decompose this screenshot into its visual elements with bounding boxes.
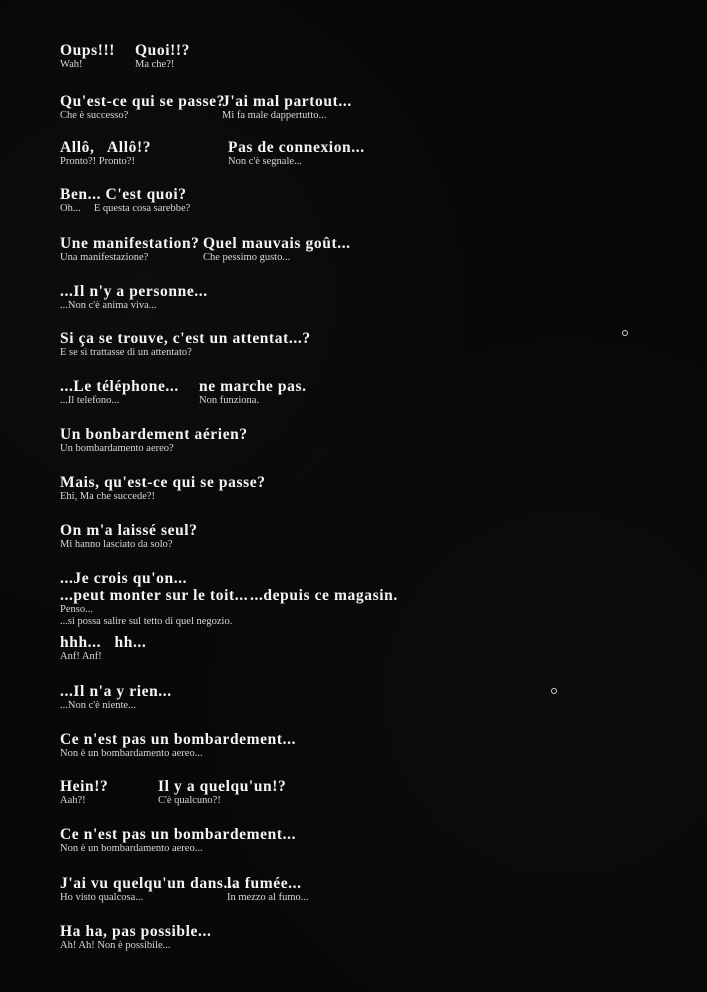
italian-line: Che pessimo gusto...	[203, 252, 291, 263]
french-line: Allô, Allô!?	[60, 139, 152, 156]
french-line: hhh... hh...	[60, 634, 147, 651]
dialogue-block	[158, 778, 286, 807]
dialogue-block	[250, 587, 398, 604]
dialogue-block	[60, 235, 200, 264]
french-line: ...Il n'y a personne...	[60, 283, 208, 300]
dialogue-block	[203, 235, 351, 264]
italian-line: C'è qualcuno?!	[158, 795, 221, 806]
french-line: Oups!!!	[60, 42, 116, 59]
dialogue-block	[60, 634, 146, 663]
french-line: Un bonbardement aérien?	[60, 426, 248, 443]
italian-line: In mezzo al fumo...	[227, 892, 309, 903]
dialogue-block	[60, 570, 248, 628]
italian-line: Mi fa male dappertutto...	[222, 110, 327, 121]
french-line: Quel mauvais goût...	[203, 235, 351, 252]
dialogue-block	[60, 139, 151, 168]
italian-line: Oh... E questa cosa sarebbe?	[60, 203, 191, 214]
italian-line: ...si possa salire sul tetto di quel negozio.	[60, 616, 233, 627]
french-line: Quoi!!?	[135, 42, 191, 59]
french-line: Ce n'est pas un bombardement...	[60, 826, 297, 843]
dialogue-block	[227, 875, 309, 904]
french-line: ...Il n'a y rien...	[60, 683, 172, 700]
italian-line: Ma che?!	[135, 59, 175, 70]
french-line: la fumée...	[227, 875, 302, 892]
french-line: Ben... C'est quoi?	[60, 186, 187, 203]
dialogue-block	[60, 378, 179, 407]
dialogue-block	[60, 474, 266, 503]
french-line: J'ai vu quelqu'un dans...	[60, 875, 237, 892]
french-line: Hein!?	[60, 778, 109, 795]
dialogue-block	[199, 378, 307, 407]
french-line: ...depuis ce magasin.	[250, 587, 398, 604]
italian-line: Wah!	[60, 59, 83, 70]
dialogue-block	[60, 330, 311, 359]
italian-line: Che è successo?	[60, 110, 129, 121]
italian-line: Ah! Ah! Non è possibile...	[60, 940, 171, 951]
italian-line: Anf! Anf!	[60, 651, 102, 662]
italian-line: Pronto?! Pronto?!	[60, 156, 135, 167]
italian-line: Non c'è segnale...	[228, 156, 302, 167]
dialogue-block	[60, 93, 225, 122]
italian-line: Penso...	[60, 604, 93, 615]
french-line: ...Le téléphone...	[60, 378, 179, 395]
italian-line: Ho visto qualcosa...	[60, 892, 144, 903]
italian-line: Non è un bombardamento aereo...	[60, 843, 203, 854]
dialogue-block	[60, 42, 115, 71]
french-line: Mais, qu'est-ce qui se passe?	[60, 474, 266, 491]
italian-line: Una manifestazione?	[60, 252, 149, 263]
italian-line: ...Il telefono...	[60, 395, 120, 406]
dialogue-block	[60, 186, 190, 215]
french-line: ...Je crois qu'on...	[60, 570, 188, 587]
dialogue-block	[60, 875, 237, 904]
dialogue-block	[60, 522, 198, 551]
dialogue-block	[60, 426, 248, 455]
italian-line: Un bombardamento aereo?	[60, 443, 174, 454]
italian-line: ...Non c'è niente...	[60, 700, 136, 711]
dialogue-block	[60, 283, 208, 312]
dialogue-block	[60, 826, 296, 855]
dialogue-block	[228, 139, 365, 168]
dialogue-block	[222, 93, 352, 122]
italian-line: Ehi, Ma che succede?!	[60, 491, 156, 502]
french-line: Qu'est-ce qui se passe?	[60, 93, 225, 110]
french-line: ...peut monter sur le toit...	[60, 587, 249, 604]
scan-mark-icon	[551, 688, 557, 694]
italian-line: ...Non c'è anima viva...	[60, 300, 157, 311]
dialogue-block	[60, 778, 108, 807]
dialogue-block	[60, 923, 211, 952]
french-line: Ha ha, pas possible...	[60, 923, 212, 940]
french-line: Pas de connexion...	[228, 139, 365, 156]
dialogue-block	[60, 683, 172, 712]
italian-line: Non è un bombardamento aereo...	[60, 748, 203, 759]
scan-mark-icon	[622, 330, 628, 336]
french-line: J'ai mal partout...	[222, 93, 352, 110]
italian-line: Aah?!	[60, 795, 86, 806]
dialogue-block	[135, 42, 190, 71]
french-line: ne marche pas.	[199, 378, 307, 395]
italian-line: E se si trattasse di un attentato?	[60, 347, 192, 358]
french-line: Une manifestation?	[60, 235, 200, 252]
italian-line: Non funziona.	[199, 395, 260, 406]
french-line: Il y a quelqu'un!?	[158, 778, 287, 795]
italian-line: Mi hanno lasciato da solo?	[60, 539, 173, 550]
french-line: Si ça se trouve, c'est un attentat...?	[60, 330, 311, 347]
french-line: Ce n'est pas un bombardement...	[60, 731, 297, 748]
dialogue-block	[60, 731, 296, 760]
french-line: On m'a laissé seul?	[60, 522, 198, 539]
